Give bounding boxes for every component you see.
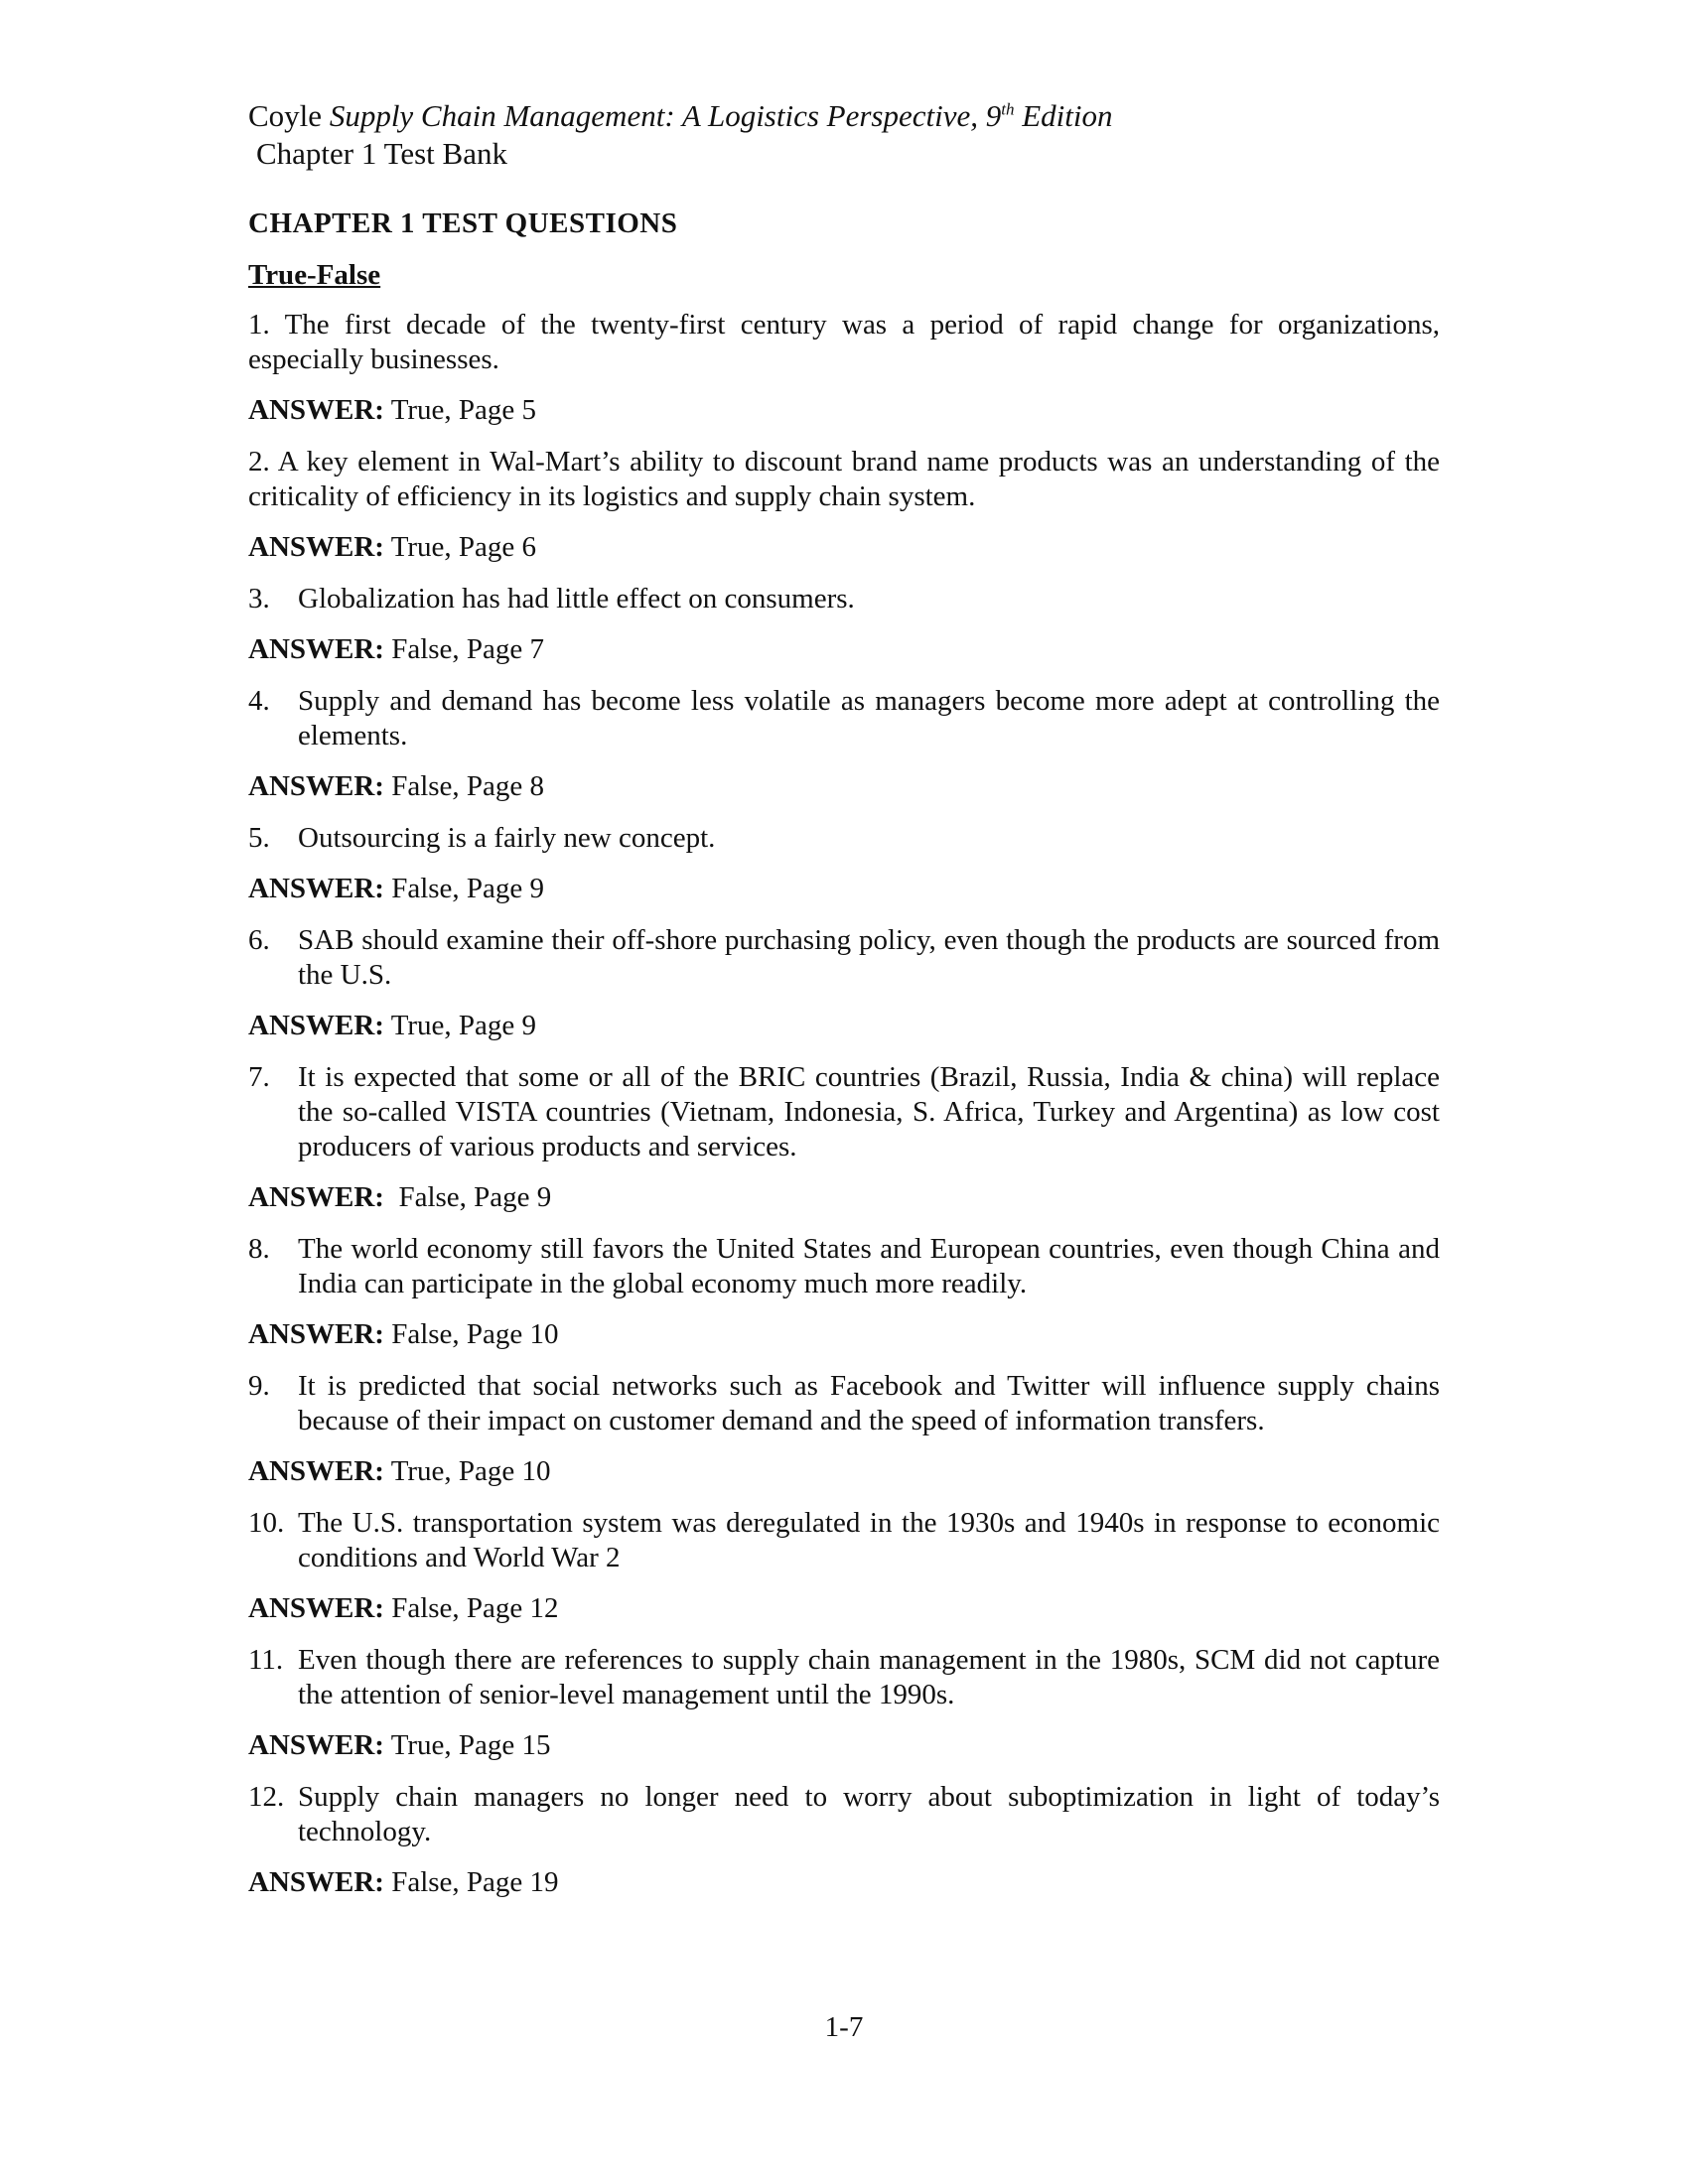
- question-number: 9.: [248, 1370, 270, 1402]
- answer-value: False, Page 8: [391, 770, 545, 802]
- answer-value: False, Page 10: [391, 1318, 559, 1350]
- question-body: Outsourcing is a fairly new concept.: [298, 822, 716, 854]
- header-edition-superscript: th: [1001, 99, 1015, 119]
- answer-line: [248, 1865, 1440, 1900]
- question-number: 11.: [248, 1644, 284, 1676]
- answer-value: False, Page 9: [391, 1181, 552, 1213]
- answer-value: False, Page 19: [391, 1866, 559, 1898]
- question-item: [248, 582, 1440, 667]
- question-number: 7.: [248, 1061, 270, 1093]
- question-number: 12.: [248, 1781, 285, 1813]
- question-body: The world economy still favors the United States and European countries, even though China and India can participate in the global economy much more readily.: [298, 1233, 1440, 1299]
- answer-label: ANSWER:: [248, 1318, 384, 1350]
- question-item: [248, 684, 1440, 804]
- question-item: [248, 1369, 1440, 1489]
- question-number: 2.: [248, 446, 270, 478]
- answer-value: False, Page 12: [391, 1592, 559, 1624]
- answer-label: ANSWER:: [248, 1455, 384, 1487]
- question-item: [248, 821, 1440, 906]
- answer-label: ANSWER:: [248, 1729, 384, 1761]
- chapter-heading: CHAPTER 1 TEST QUESTIONS: [248, 207, 678, 239]
- question-item: [248, 445, 1440, 565]
- question-text: [248, 1060, 1440, 1164]
- answer-line: [248, 1317, 1440, 1352]
- question-item: [248, 923, 1440, 1043]
- answer-label: ANSWER:: [248, 633, 384, 665]
- answer-line: [248, 1180, 1440, 1215]
- page-number: 1-7: [824, 2011, 864, 2043]
- header-book-title: Supply Chain Management: A Logistics Perspective, 9: [329, 98, 1002, 133]
- question-text: [248, 923, 1440, 993]
- question-body: Supply and demand has become less volatile as managers become more adept at controlling the elements.: [298, 685, 1440, 751]
- answer-line: [248, 1454, 1440, 1489]
- question-body: The first decade of the twenty-first century was a period of rapid change for organizations, especially businesses.: [248, 309, 1440, 375]
- question-number: 3.: [248, 583, 270, 614]
- answer-line: [248, 769, 1440, 804]
- answer-line: [248, 530, 1440, 565]
- answer-line: [248, 632, 1440, 667]
- question-number: 1.: [248, 309, 270, 341]
- answer-label: ANSWER:: [248, 394, 384, 426]
- question-text: [248, 1643, 1440, 1712]
- question-item: [248, 1506, 1440, 1626]
- answer-label: ANSWER:: [248, 1866, 384, 1898]
- answer-label: ANSWER:: [248, 1010, 384, 1041]
- answer-value: True, Page 9: [390, 1010, 537, 1041]
- answer-label: ANSWER:: [248, 531, 384, 563]
- answer-line: [248, 1728, 1440, 1763]
- question-number: 5.: [248, 822, 270, 854]
- answer-value: True, Page 5: [390, 394, 537, 426]
- question-text: [248, 1506, 1440, 1575]
- question-item: [248, 1780, 1440, 1900]
- question-text: [248, 1780, 1440, 1849]
- answer-value: False, Page 7: [391, 633, 545, 665]
- book-header: [248, 97, 1440, 135]
- question-text: [248, 684, 1440, 753]
- question-number: 6.: [248, 924, 270, 956]
- answer-label: ANSWER:: [248, 873, 384, 904]
- answer-line: [248, 1591, 1440, 1626]
- question-text: [248, 821, 1440, 856]
- question-item: [248, 1060, 1440, 1215]
- question-text: [248, 1369, 1440, 1438]
- question-body: The U.S. transportation system was deregulated in the 1930s and 1940s in response to economic conditions and World War 2: [298, 1507, 1440, 1573]
- answer-value: True, Page 6: [390, 531, 537, 563]
- answer-value: True, Page 15: [390, 1729, 551, 1761]
- question-body: It is predicted that social networks such as Facebook and Twitter will influence supply chains because of their impact on customer demand and the speed of information transfers.: [298, 1370, 1440, 1436]
- question-body: It is expected that some or all of the BRIC countries (Brazil, Russia, India & china) will replace the so-called VISTA countries (Vietnam, Indonesia, S. Africa, Turkey and Argentina) as low cost producers of various products and services.: [298, 1061, 1440, 1162]
- question-item: [248, 308, 1440, 428]
- question-number: 8.: [248, 1233, 270, 1265]
- question-text: [248, 1232, 1440, 1301]
- question-body: A key element in Wal-Mart’s ability to discount brand name products was an understanding of the criticality of efficiency in its logistics and supply chain system.: [248, 446, 1440, 512]
- header-author: Coyle: [248, 98, 323, 133]
- question-text: [248, 582, 1440, 616]
- answer-value: False, Page 9: [391, 873, 545, 904]
- answer-value: True, Page 10: [390, 1455, 551, 1487]
- question-item: [248, 1643, 1440, 1763]
- question-item: [248, 1232, 1440, 1352]
- section-heading: True-False: [248, 259, 381, 291]
- answer-line: [248, 1009, 1440, 1043]
- question-text: [248, 445, 1440, 514]
- answer-label: ANSWER:: [248, 1181, 384, 1213]
- question-list: [248, 308, 1440, 1900]
- header-edition-word: Edition: [1022, 98, 1113, 133]
- document-page: [248, 97, 1440, 1917]
- question-body: SAB should examine their off-shore purchasing policy, even though the products are sourced from the U.S.: [298, 924, 1440, 991]
- question-text: [248, 308, 1440, 377]
- header-subtitle: Chapter 1 Test Bank: [256, 136, 507, 171]
- answer-label: ANSWER:: [248, 1592, 384, 1624]
- question-number: 4.: [248, 685, 270, 717]
- answer-line: [248, 393, 1440, 428]
- question-body: Globalization has had little effect on consumers.: [298, 583, 855, 614]
- question-number: 10.: [248, 1507, 285, 1539]
- answer-line: [248, 872, 1440, 906]
- question-body: Even though there are references to supply chain management in the 1980s, SCM did not capture the attention of senior-level management until the 1990s.: [298, 1644, 1440, 1710]
- question-body: Supply chain managers no longer need to worry about suboptimization in light of today’s technology.: [298, 1781, 1440, 1847]
- answer-label: ANSWER:: [248, 770, 384, 802]
